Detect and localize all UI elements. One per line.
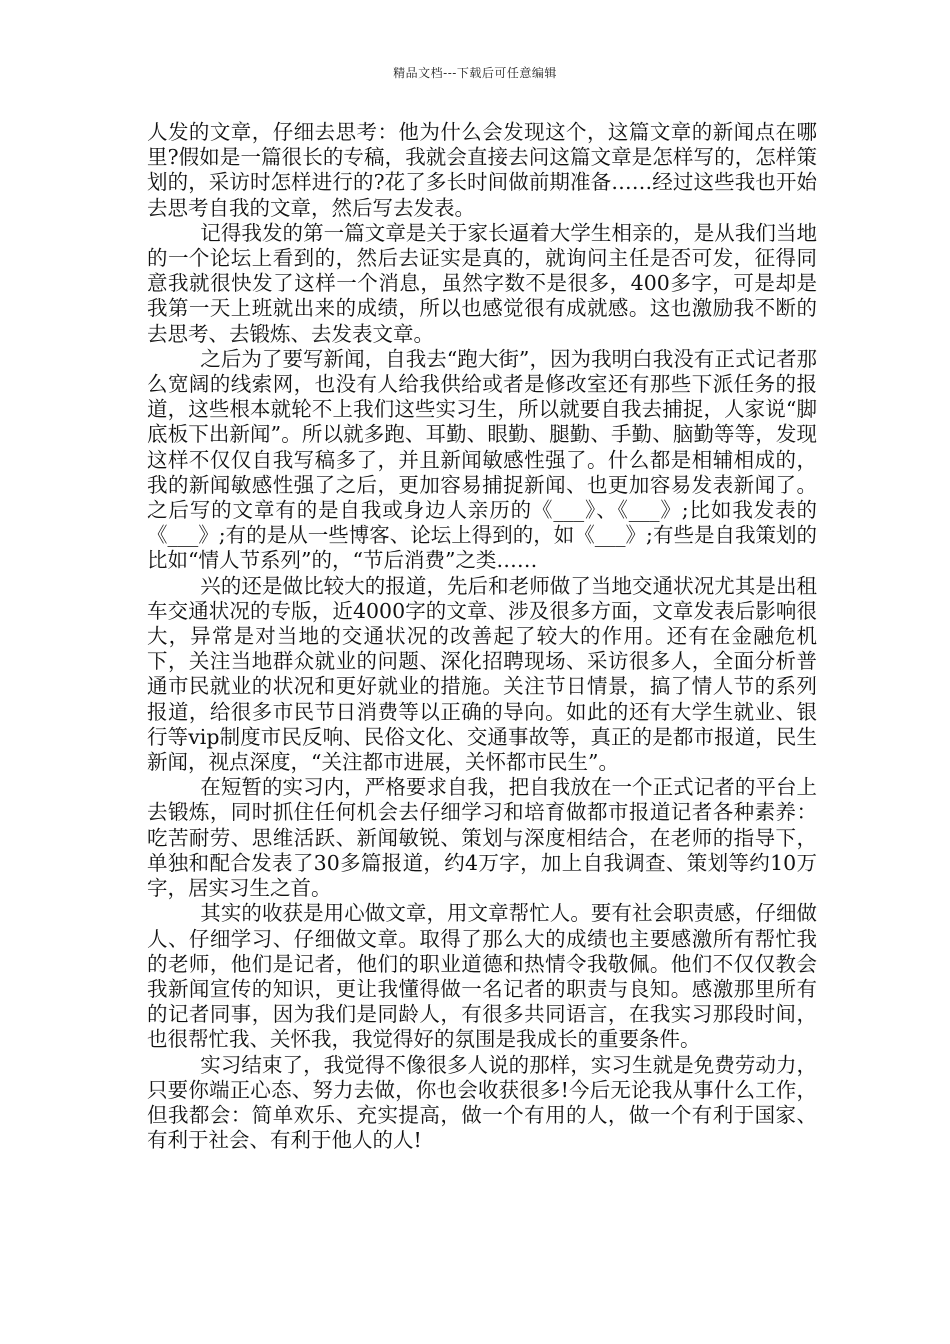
paragraph: 其实的收获是用心做文章，用文章帮忙人。要有社会职责感，仔细做人、仔细学习、仔细做文章。取得了那么大的成绩也主要感激所有帮忙我的老师，他们是记者，他们的职业道德和热情令我敬佩。他们不仅仅教会我新闻宣传的知识，更让我懂得做一名记者的职责与良知。感激那里所有的记者同事，因为我们是同龄人，有很多共同语言，在我实习那段时间，也很帮忙我、关怀我，我觉得好的氛围是我成长的重要条件。 [147,901,817,1052]
paragraph: 在短暂的实习内，严格要求自我，把自我放在一个正式记者的平台上去锻炼，同时抓住任何机会去仔细学习和培育做都市报道记者各种素养：吃苦耐劳、思维活跃、新闻敏锐、策划与深度相结合，在老师的指导下，单独和配合发表了30多篇报道，约4万字，加上自我调查、策划等约10万字，居实习生之首。 [147,775,817,901]
page-header: 精品文档---下载后可任意编辑 [393,66,557,80]
document-body [147,120,817,1153]
paragraph: 实习结束了，我觉得不像很多人说的那样，实习生就是免费劳动力，只要你端正心态、努力去做，你也会收获很多!今后无论我从事什么工作，但我都会：简单欢乐、充实提高，做一个有用的人，做一个有利于国家、有利于社会、有利于他人的人! [147,1052,817,1153]
paragraph: 兴的还是做比较大的报道，先后和老师做了当地交通状况尤其是出租车交通状况的专版，近4000字的文章、涉及很多方面，文章发表后影响很大，异常是对当地的交通状况的改善起了较大的作用。还有在金融危机下，关注当地群众就业的问题、深化招聘现场、采访很多人，全面分析普通市民就业的状况和更好就业的措施。关注节日情景，搞了情人节的系列报道，给很多市民节日消费等以正确的导向。如此的还有大学生就业、银行等vip制度市民反响、民俗文化、交通事故等，真正的是都市报道，民生新闻，视点深度，“关注都市进展，关怀都市民生”。 [147,573,817,775]
paragraph: 记得我发的第一篇文章是关于家长逼着大学生相亲的，是从我们当地的一个论坛上看到的，然后去证实是真的，就询问主任是否可发，征得同意我就很快发了这样一个消息，虽然字数不是很多，400多字，可是却是我第一天上班就出来的成绩，所以也感觉很有成就感。这也激励我不断的去思考、去锻炼、去发表文章。 [147,220,817,346]
paragraph: 人发的文章，仔细去思考：他为什么会发现这个，这篇文章的新闻点在哪里?假如是一篇很长的专稿，我就会直接去问这篇文章是怎样写的，怎样策划的，采访时怎样进行的?花了多长时间做前期准备……经过这些我也开始去思考自我的文章，然后写去发表。 [147,120,817,220]
paragraph: 之后为了要写新闻，自我去“跑大街”，因为我明白我没有正式记者那么宽阔的线索网，也没有人给我供给或者是修改室还有那些下派任务的报道，这些根本就轮不上我们这些实习生，所以就要自我去捕捉，人家说“脚底板下出新闻”。所以就多跑、耳勤、眼勤、腿勤、手勤、脑勤等等，发现这样不仅仅自我写稿多了，并且新闻敏感性强了。什么都是相辅相成的，我的新闻敏感性强了之后，更加容易捕捉新闻、也更加容易发表新闻了。之后写的文章有的是自我或身边人亲历的《___》、《___》;比如我发表的《___》;有的是从一些博客、论坛上得到的，如《___》;有些是自我策划的比如“情人节系列”的，“节后消费”之类…… [147,346,817,573]
